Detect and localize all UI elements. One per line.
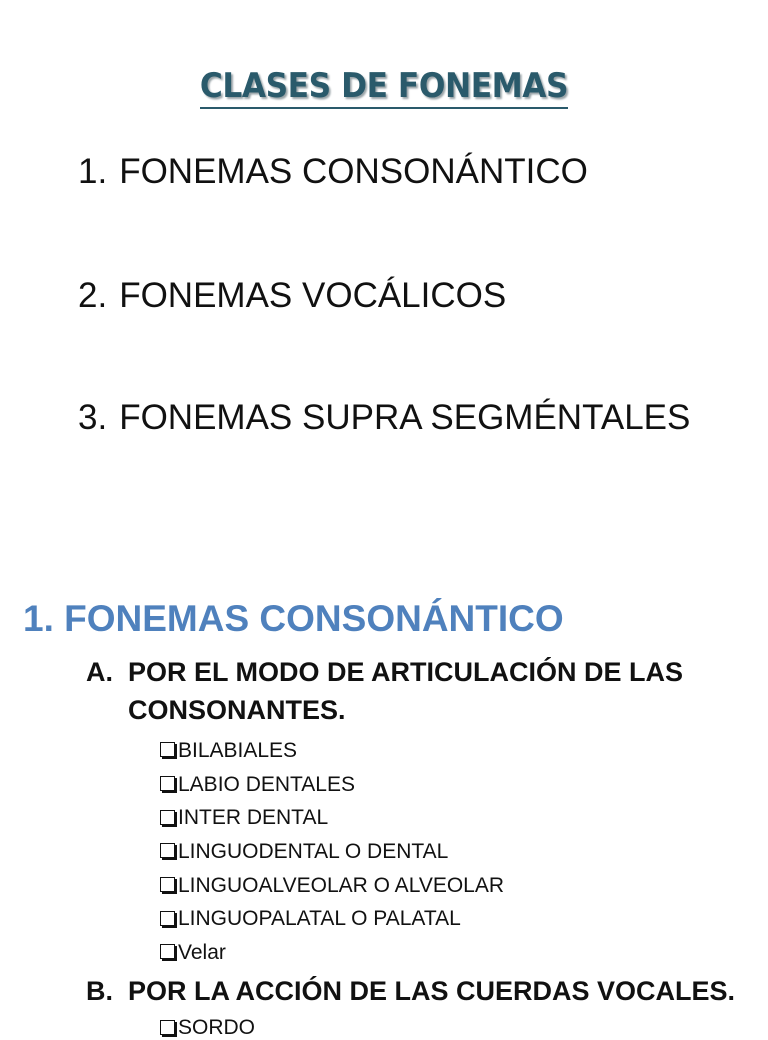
list-item: LINGUOALVEOLAR O ALVEOLAR	[160, 869, 504, 903]
checkbox-square-icon	[160, 810, 175, 825]
checkbox-square-icon	[160, 742, 175, 757]
list-item: INTER DENTAL	[160, 801, 504, 835]
checkbox-square-icon	[160, 877, 175, 892]
list-label: FONEMAS VOCÁLICOS	[119, 276, 507, 315]
list-item: SORDO	[160, 1016, 255, 1040]
list-label: FONEMAS SUPRA SEGMÉNTALES	[119, 398, 691, 437]
slide-title: 1. FONEMAS CONSONÁNTICO	[23, 598, 564, 639]
articulation-list	[160, 734, 504, 970]
list-item-vowel-phonemes	[78, 276, 506, 316]
list-item: LINGUODENTAL O DENTAL	[160, 835, 504, 869]
checkbox-square-icon	[160, 911, 175, 926]
checkbox-square-icon	[160, 843, 175, 858]
list-number: 3.	[78, 398, 108, 437]
list-number: 2.	[78, 276, 108, 315]
list-item: Velar	[160, 936, 504, 970]
section-heading-text: POR LA ACCIÓN DE LAS CUERDAS VOCALES.	[128, 976, 736, 1006]
checkbox-square-icon	[160, 776, 175, 791]
slide-consonant-phonemes	[0, 560, 768, 1039]
section-heading-articulation-mode	[86, 653, 683, 729]
list-item-consonant-phonemes	[78, 152, 588, 192]
checkbox-square-icon	[160, 944, 175, 959]
section-heading-vocal-cords	[86, 972, 735, 1010]
list-item: LINGUOPALATAL O PALATAL	[160, 902, 504, 936]
list-item-suprasegmental-phonemes	[78, 398, 690, 438]
section-heading-line-2: CONSONANTES.	[128, 695, 346, 725]
list-item: LABIO DENTALES	[160, 768, 504, 802]
list-item: BILABIALES	[160, 734, 504, 768]
section-heading-line-1: POR EL MODO DE ARTICULACIÓN DE LAS	[128, 657, 684, 687]
list-label: FONEMAS CONSONÁNTICO	[119, 152, 588, 191]
slide-title: CLASES DE FONEMAS	[31, 66, 738, 106]
list-number: 1.	[78, 152, 108, 191]
checkbox-square-icon	[160, 1020, 175, 1035]
section-letter: B.	[86, 976, 113, 1006]
section-letter: A.	[86, 657, 113, 687]
